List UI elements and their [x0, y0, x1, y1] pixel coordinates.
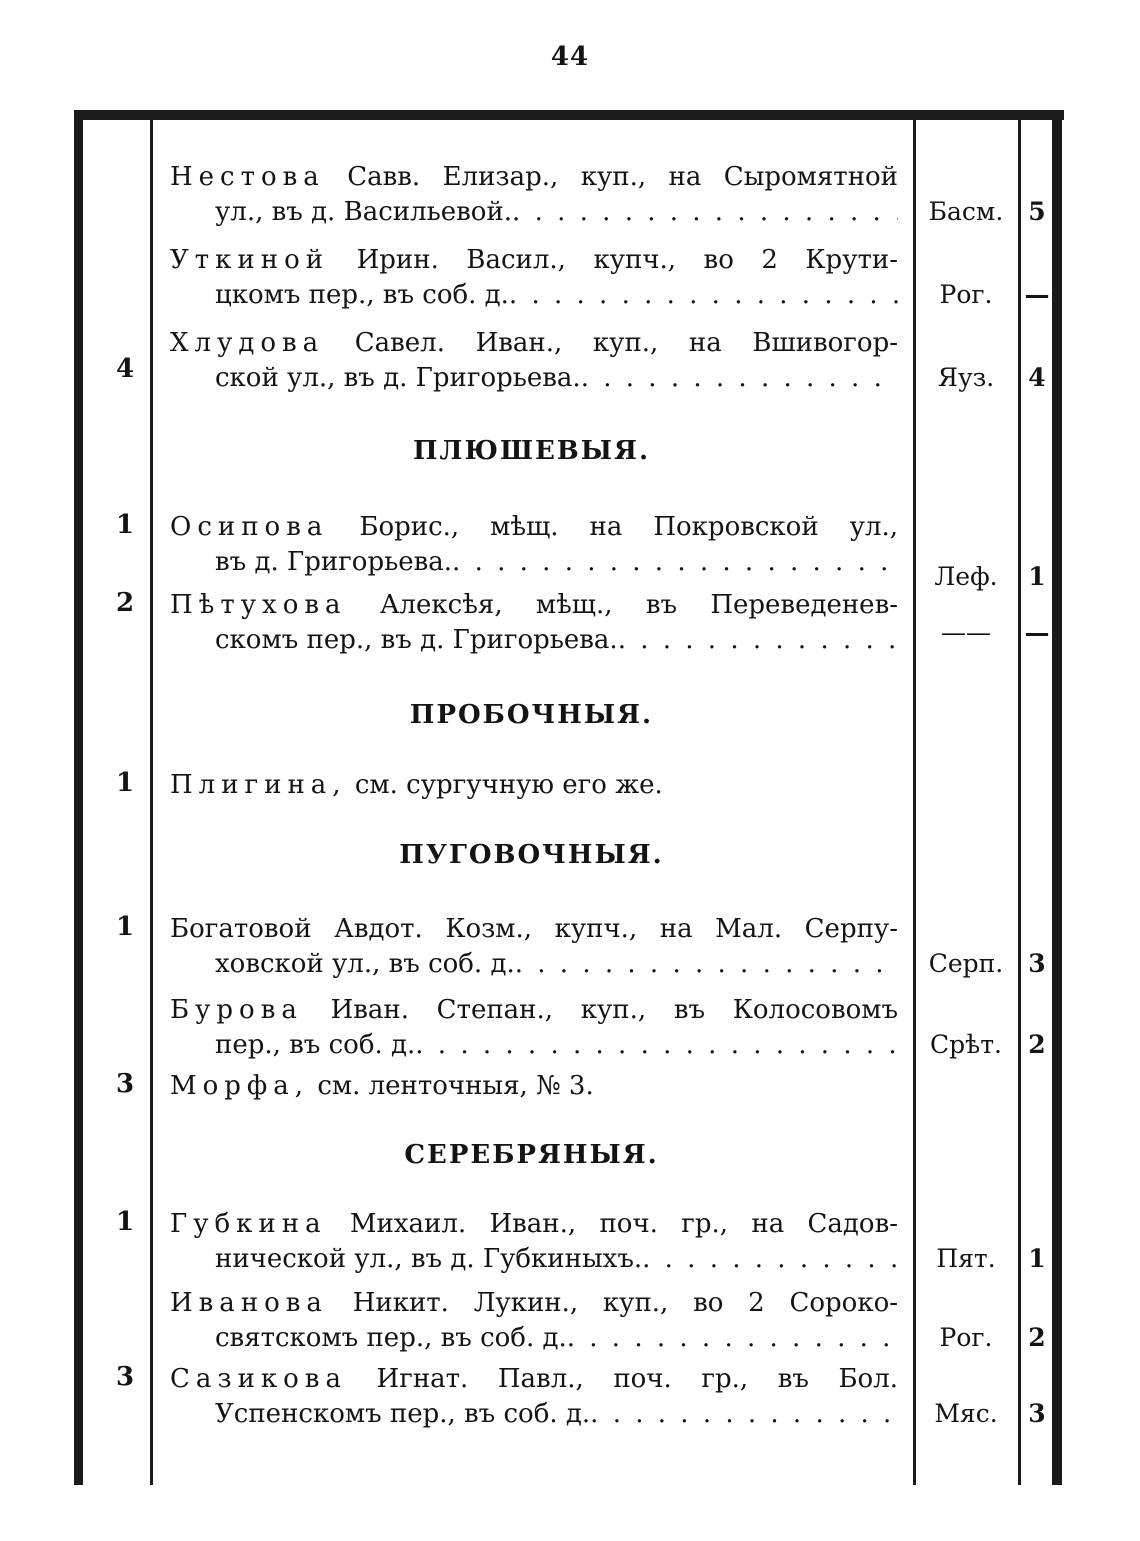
entry-line-1 — [170, 1362, 898, 1396]
entry-name: Хлудова — [170, 328, 325, 358]
entry-ward: 3 — [1028, 949, 1046, 978]
entry-number: 3 — [115, 1362, 135, 1392]
entry-address: скомъ пер., въ д. Григорьева. — [215, 625, 618, 655]
entry-line-2 — [215, 361, 898, 395]
entry-name: Пѣтухова — [170, 590, 347, 620]
leader-dots — [452, 545, 898, 579]
entry-line-2 — [215, 545, 898, 579]
entry-line-2 — [215, 1028, 898, 1062]
entry-line-2 — [215, 195, 898, 229]
entry-number: 1 — [115, 912, 135, 942]
entry-district: Срѣт. — [930, 1030, 1002, 1059]
entry-address: Успенскомъ пер., въ соб. д. — [215, 1399, 591, 1429]
entry-ward: — — [1024, 618, 1050, 647]
directory-entry — [0, 912, 1140, 982]
entry-line-1 — [170, 160, 898, 194]
entry-line-1 — [170, 510, 898, 544]
directory-entry — [0, 1362, 1140, 1432]
entry-address: пер., въ соб. д. — [215, 1030, 416, 1060]
entry-details: Савел. Иван., куп., на Вшивогор- — [354, 328, 898, 358]
entry-details: Алексѣя, мѣщ., въ Переведенев- — [379, 590, 898, 620]
entry-name: Губкина — [170, 1209, 327, 1239]
entry-number: 4 — [115, 354, 135, 384]
directory-entry — [0, 243, 1140, 313]
entry-details: Иван. Степан., куп., въ Колосовомъ — [330, 995, 898, 1025]
entry-details: Игнат. Павл., поч. гр., въ Бол. — [376, 1364, 898, 1394]
leader-dots — [581, 361, 898, 395]
entry-line-2 — [215, 947, 898, 981]
entry-line-2 — [215, 278, 898, 312]
entry-line-1 — [170, 1207, 898, 1241]
entry-address: ул., въ д. Васильевой. — [215, 197, 513, 227]
top-rule — [74, 110, 1064, 120]
entry-ward: — — [1024, 280, 1050, 309]
entry-line-1 — [170, 243, 898, 277]
directory-entry — [0, 768, 1140, 804]
page-number: 44 — [550, 42, 590, 72]
directory-entry — [0, 993, 1140, 1063]
directory-entry — [0, 160, 1140, 230]
entry-number: 1 — [115, 1207, 135, 1237]
entry-details: Михаил. Иван., поч. гр., на Садов- — [349, 1209, 899, 1239]
entry-address: въ д. Григорьева. — [215, 547, 453, 577]
entry-line-2 — [215, 1321, 898, 1355]
entry-ward: 3 — [1028, 1399, 1046, 1428]
entry-district: Рог. — [939, 1323, 993, 1352]
leader-dots — [590, 1397, 898, 1431]
section-heading: ПРОБОЧНЫЯ. — [409, 700, 654, 730]
entry-district: Пят. — [936, 1244, 996, 1273]
entry-district: Леф. — [934, 562, 998, 591]
directory-entry — [0, 326, 1140, 396]
leader-dots — [642, 1242, 898, 1276]
entry-name: Богатовой — [170, 914, 312, 944]
entry-line-1 — [170, 912, 898, 946]
entry-details: см. сургучную его же. — [354, 770, 663, 800]
entry-line-1 — [170, 1286, 898, 1320]
entry-name: Иванова — [170, 1288, 328, 1318]
entry-ward: 2 — [1028, 1030, 1046, 1059]
directory-entry — [0, 588, 1140, 658]
entry-number: 1 — [115, 510, 135, 540]
entry-ward: 1 — [1028, 1244, 1046, 1273]
entry-line-1 — [170, 588, 898, 622]
entry-ward: 1 — [1028, 562, 1046, 591]
entry-ward: 4 — [1028, 363, 1046, 392]
entry-name: Плигина, — [170, 770, 347, 800]
leader-dots — [515, 947, 898, 981]
entry-address: нической ул., въ д. Губкиныхъ. — [215, 1244, 643, 1274]
entry-line-1 — [170, 768, 663, 802]
entry-name: Сазикова — [170, 1364, 347, 1394]
entry-details: Никит. Лукин., куп., во 2 Сороко- — [352, 1288, 899, 1318]
entry-number: 3 — [115, 1069, 135, 1099]
entry-district: Басм. — [928, 197, 1004, 226]
entry-number: 2 — [115, 588, 135, 618]
entry-line-2 — [215, 1242, 898, 1276]
directory-entry — [0, 1069, 1140, 1105]
directory-entry — [0, 1207, 1140, 1277]
entry-details: Савв. Елизар., куп., на Сыромятной — [347, 162, 899, 192]
entry-name: Морфа, — [170, 1071, 310, 1101]
entry-line-1 — [170, 326, 898, 360]
section-heading: ПЛЮШЕВЫЯ. — [413, 436, 650, 466]
entry-name: Осипова — [170, 512, 329, 542]
entry-address: ской ул., въ д. Григорьева. — [215, 363, 581, 393]
entry-name: Бурова — [170, 995, 303, 1025]
entry-address: святскомъ пер., въ соб. д. — [215, 1323, 567, 1353]
entry-number: 1 — [115, 768, 135, 798]
entry-name: Уткиной — [170, 245, 330, 275]
leader-dots — [509, 278, 898, 312]
entry-ward: 2 — [1028, 1323, 1046, 1352]
entry-district: —— — [941, 618, 991, 647]
entry-district: Мяс. — [934, 1399, 998, 1428]
entry-details: Ирин. Васил., купч., во 2 Крути- — [356, 245, 898, 275]
entry-line-1 — [170, 1069, 594, 1103]
entry-line-2 — [215, 623, 898, 657]
entry-address: ховской ул., въ соб. д. — [215, 949, 515, 979]
section-heading: ПУГОВОЧНЫЯ. — [399, 840, 664, 870]
section-heading: СЕРЕБРЯНЫЯ. — [404, 1140, 659, 1170]
entry-line-2 — [215, 1397, 898, 1431]
entry-address: цкомъ пер., въ соб. д. — [215, 280, 509, 310]
entry-details: Авдот. Козм., купч., на Мал. Серпу- — [334, 914, 898, 944]
entry-ward: 5 — [1028, 197, 1046, 226]
entry-details: см. ленточныя, № 3. — [317, 1071, 594, 1101]
entry-district: Яуз. — [937, 363, 995, 392]
entry-district: Серп. — [928, 949, 1004, 978]
leader-dots — [415, 1028, 898, 1062]
entry-name: Нестова — [170, 162, 325, 192]
directory-entry — [0, 510, 1140, 591]
entry-details: Борис., мѣщ. на Покровской ул., — [359, 512, 899, 542]
leader-dots — [512, 195, 898, 229]
leader-dots — [567, 1321, 898, 1355]
leader-dots — [618, 623, 898, 657]
entry-line-1 — [170, 993, 898, 1027]
entry-district: Рог. — [939, 280, 993, 309]
directory-entry — [0, 1286, 1140, 1356]
